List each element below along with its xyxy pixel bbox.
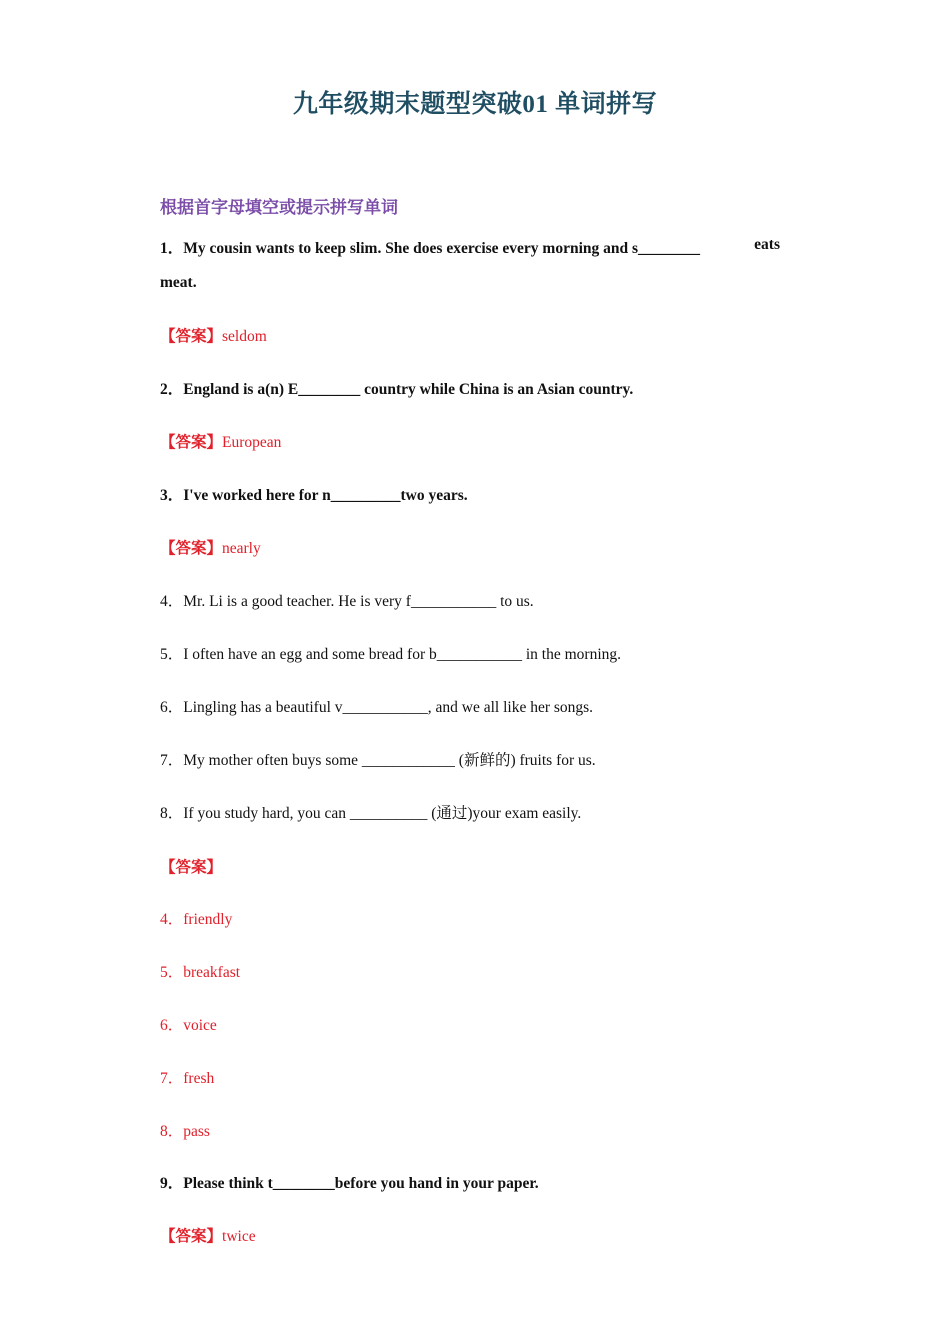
answer-9 (160, 1224, 256, 1246)
question-2: 2．England is a(n) E________ country while China is an Asian country. (160, 381, 634, 398)
answer-1 (160, 324, 267, 346)
answer-text: nearly (222, 540, 261, 557)
answer-3 (160, 536, 261, 558)
answer-7: 7．fresh (160, 1070, 215, 1087)
answer-4: 4．friendly (160, 911, 233, 928)
question-1-line-2: meat. (160, 274, 197, 291)
question-7: 7．My mother often buys some ____________ (新鲜的) fruits for us. (160, 752, 596, 769)
question-5: 5．I often have an egg and some bread for b___________ in the morning. (160, 646, 622, 663)
question-4: 4．Mr. Li is a good teacher. He is very f___________ to us. (160, 593, 534, 610)
answer-text: twice (222, 1228, 256, 1245)
question-8: 8．If you study hard, you can __________ (通过)your exam easily. (160, 805, 582, 822)
question-3: 3．I've worked here for n_________two years. (160, 487, 468, 504)
answer-tag-group: 【答案】 (160, 859, 223, 876)
question-1-line-1 (160, 236, 780, 258)
question-1-text: 1．My cousin wants to keep slim. She does exercise every morning and s________ (160, 240, 701, 257)
answer-2 (160, 430, 281, 452)
answer-tag: 【答案】 (160, 540, 223, 557)
answer-tag: 【答案】 (160, 1228, 223, 1245)
answer-5: 5．breakfast (160, 964, 241, 981)
answer-tag: 【答案】 (160, 434, 223, 451)
question-1-text-tail: eats (754, 236, 780, 253)
section-heading: 根据首字母填空或提示拼写单词 (160, 198, 398, 217)
question-9: 9．Please think t________before you hand in your paper. (160, 1175, 539, 1192)
answer-text: European (222, 434, 282, 451)
page-title: 九年级期末题型突破01 单词拼写 (292, 91, 658, 118)
answer-tag: 【答案】 (160, 328, 223, 345)
answer-6: 6．voice (160, 1017, 217, 1034)
answer-8: 8．pass (160, 1123, 210, 1140)
answer-text: seldom (222, 328, 267, 345)
question-6: 6．Lingling has a beautiful v___________, and we all like her songs. (160, 699, 594, 716)
